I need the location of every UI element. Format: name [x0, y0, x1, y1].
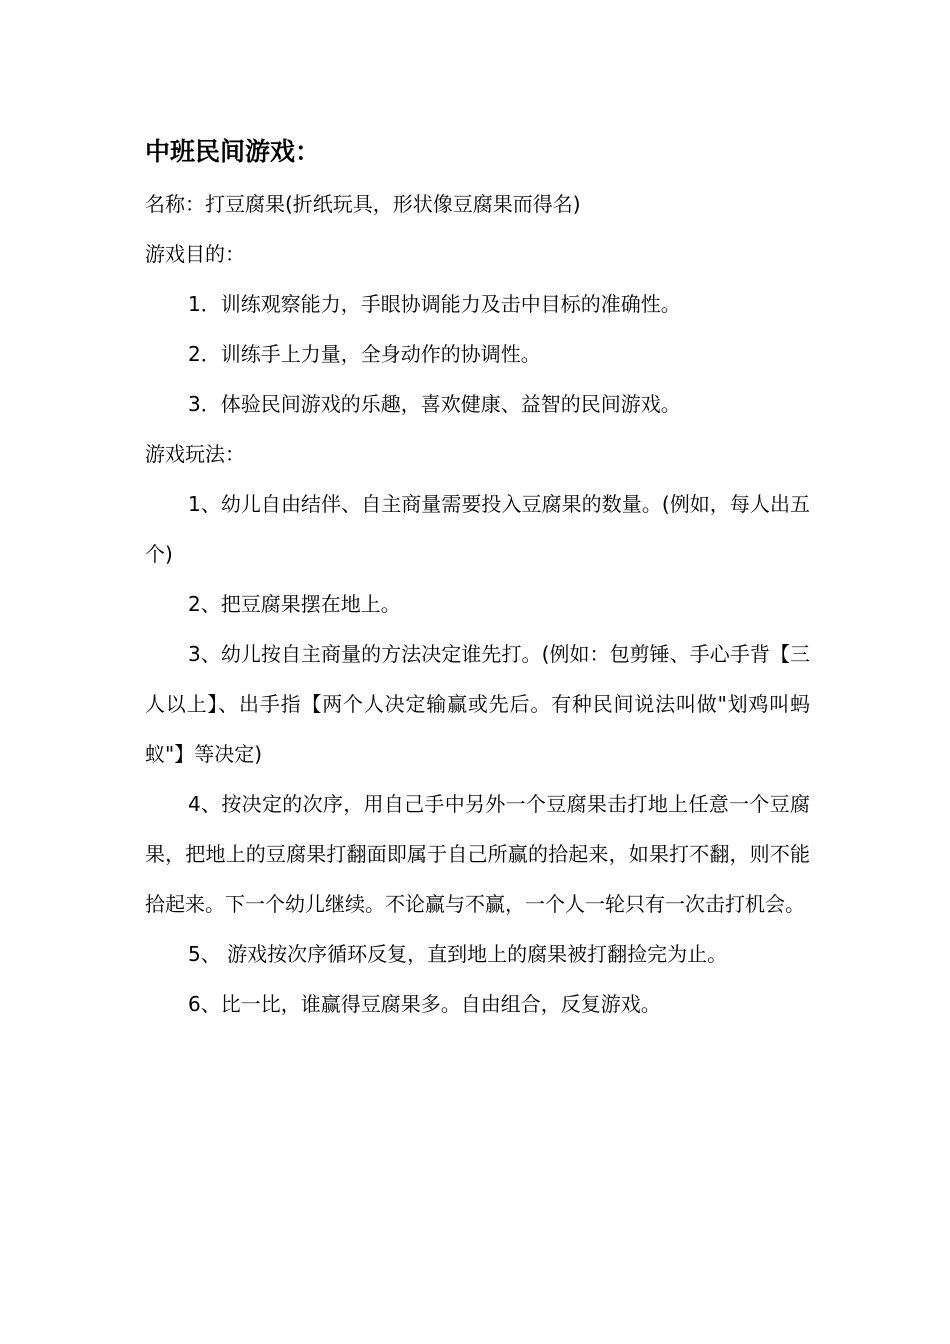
step-item-5: 5、 游戏按次序循环反复，直到地上的腐果被打翻捡完为止。: [188, 942, 728, 966]
step-item-6: 6、比一比，谁赢得豆腐果多。自由组合，反复游戏。: [188, 992, 661, 1016]
step-item-4: 4、按决定的次序，用自己手中另外一个豆腐果击打地上任意一个豆腐果，把地上的豆腐果打翻面即属于自己所赢的拾起来，如果打不翻，则不能拾起来。下一个幼儿继续。不论赢与不赢，一个人一轮只有一次击打机会。: [145, 792, 810, 916]
game-name-line: 名称：打豆腐果(折纸玩具，形状像豆腐果而得名): [145, 192, 581, 216]
step-item-2: 2、把豆腐果摆在地上。: [188, 592, 401, 616]
step-item-3: 3、幼儿按自主商量的方法决定谁先打。(例如：包剪锤、手心手背【三人以上】、出手指【两个人决定输赢或先后。有种民间说法叫做"划鸡叫蚂蚁"】等决定): [145, 642, 810, 766]
goal-item-2: 2．训练手上力量，全身动作的协调性。: [188, 342, 541, 366]
goal-item-1: 1．训练观察能力，手眼协调能力及击中目标的准确性。: [188, 292, 681, 316]
goal-item-3: 3．体验民间游戏的乐趣，喜欢健康、益智的民间游戏。: [188, 392, 681, 416]
play-heading: 游戏玩法：: [145, 442, 245, 466]
page-title: 中班民间游戏：: [145, 137, 321, 166]
goals-heading: 游戏目的：: [145, 242, 245, 266]
step-item-1: 1、幼儿自由结伴、自主商量需要投入豆腐果的数量。(例如，每人出五个): [145, 492, 810, 566]
document-body: [145, 128, 810, 1029]
